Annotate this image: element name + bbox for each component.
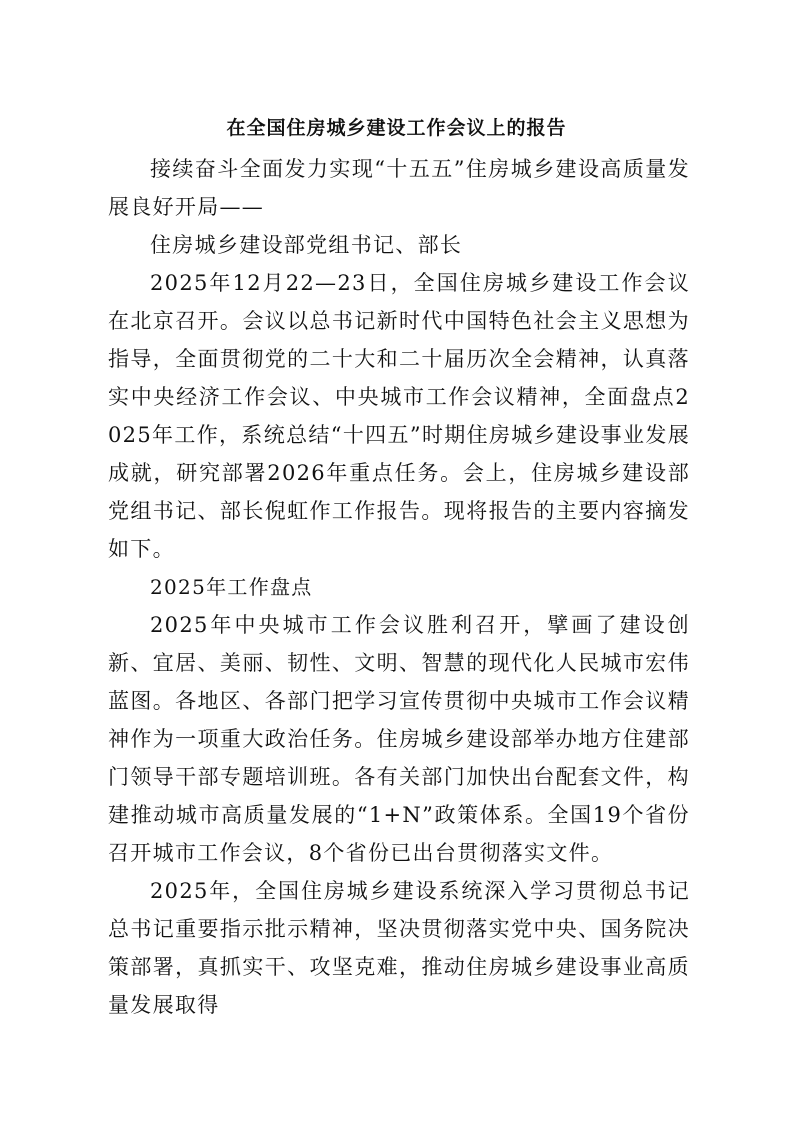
body-paragraph: 2025年中央城市工作会议胜利召开，擘画了建设创新、宜居、美丽、韧性、文明、智慧的现代化人民城市宏伟蓝图。各地区、各部门把学习宣传贯彻中央城市工作会议精神作为一项重大政治任务。住房城乡建设部举办地方住建部门领导干部专题培训班。各有关部门加快出台配套文件，构建推动城市高质量发展的“1+N”政策体系。全国19个省份召开城市工作会议，8个省份已出台贯彻落实文件。 (108, 613, 690, 865)
subtitle-paragraph: 接续奋斗全面发力实现“十五五”住房城乡建设高质量发展良好开局—— (108, 157, 690, 219)
section-heading: 2025年工作盘点 (150, 575, 313, 599)
document-title: 在全国住房城乡建设工作会议上的报告 (226, 117, 567, 139)
author-line: 住房城乡建设部党组书记、部长 (150, 233, 463, 257)
document-body (108, 150, 690, 1024)
body-paragraph: 2025年，全国住房城乡建设系统深入学习贯彻总书记总书记重要指示批示精神，坚决贯彻落实党中央、国务院决策部署，真抓实干、攻坚克难，推动住房城乡建设事业高质量发展取得 (108, 879, 690, 1017)
intro-paragraph: 2025年12月22—23日，全国住房城乡建设工作会议在北京召开。会议以总书记新时代中国特色社会主义思想为指导，全面贯彻党的二十大和二十届历次全会精神，认真落实中央经济工作会议、中央城市工作会议精神，全面盘点2025年工作，系统总结“十四五”时期住房城乡建设事业发展成就，研究部署2026年重点任务。会上，住房城乡建设部党组书记、部长倪虹作工作报告。现将报告的主要内容摘发如下。 (108, 271, 690, 561)
